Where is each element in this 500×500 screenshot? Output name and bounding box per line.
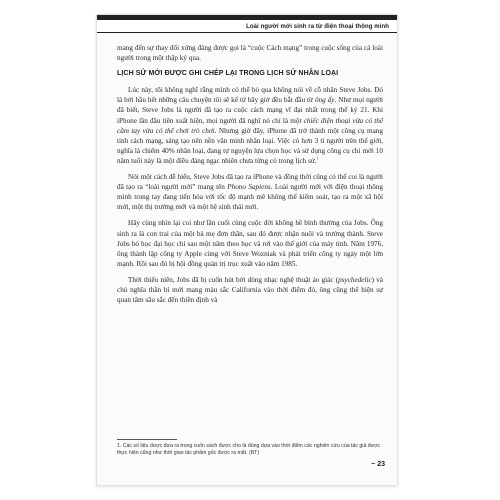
section-heading: LỊCH SỬ MỚI ĐƯỢC GHI CHÉP LẠI TRONG LỊCH SỬ NHÂN LOẠI bbox=[117, 70, 339, 78]
page-number: ~ 23 bbox=[371, 461, 385, 468]
footnote: 1. Các số liệu được đưa ra trong cuốn sách được cho là đúng dựa vào thời điểm các nghiên cứu của tác giả được thực hiện cũng như thời gian tác phẩm gốc được ra mắt. (BT) bbox=[117, 443, 381, 457]
paragraph-1-italic-b: chiếc điện thoại vừa có thể cầm tay vừa có thể chơi trò chơi bbox=[117, 116, 383, 135]
paragraph-continued: mang đến sự thay đổi xứng đáng được gọi là “cuộc Cách mạng” trong cuộc sống của cả loài người trong một thập kỷ qua. bbox=[117, 44, 383, 63]
paragraph-2-italic: Phono Sapiens bbox=[227, 183, 271, 192]
footnote-marker: 1 bbox=[316, 155, 319, 161]
paragraph-2-text-b: . Loài người mới với điện thoại thông minh trong tay đang tiến hóa với tốc độ mạnh mẽ không thể kiểm soát, tạo ra một xã hội mới, một thị trường mới và một hệ sinh thái mới. bbox=[117, 183, 384, 212]
paragraph-1-italic-a: ông ấy bbox=[314, 96, 335, 105]
paragraph-1 bbox=[117, 85, 383, 166]
paragraph-1-text-c: . Nhưng giờ đây, iPhone đã trở thành một công cụ mang tính cách mạng, sáng tạo nên nền văn minh nhân loại. Việc có hơn 3 tỉ người trên thế giới, nghĩa là chiếm 40% nhân loại, đang tự nguyện lựa chọn học và sử dụng công cụ chỉ mới 10 năm tuổi này là một điều đáng ngạc nhiên chưa từng có trong lịch sử. bbox=[117, 126, 383, 165]
paragraph-4-text-a: Thời thiếu niên, Jobs đã bị cuốn hút bởi dòng nhạc nghệ thuật ảo giác ( bbox=[128, 275, 339, 284]
page-body bbox=[117, 43, 383, 311]
footnote-divider bbox=[117, 439, 177, 440]
paragraph-1-text-b: . Như mọi người đã biết, Steve Jobs là người đã tạo ra cuộc cách mạng vĩ đại nhất trong thế kỷ 21. Khi iPhone lần đầu tiên xuất hiện, mọi người đã nghĩ nó chỉ là một bbox=[117, 96, 383, 125]
book-page bbox=[96, 14, 398, 486]
running-header-title: Loài người mới sinh ra từ điện thoại thông minh bbox=[246, 24, 389, 30]
running-header-bar bbox=[97, 15, 397, 33]
paragraph-4-text-b: ) và chủ nghĩa thần bí mới mang màu sắc California vào thời điểm đó, ông cũng thể hiện sự quan tâm sâu sắc đến thiền định và bbox=[117, 275, 383, 305]
paragraph-1-text-a: Lúc này, tôi không nghĩ rằng mình có thể bỏ qua không nói về cỗ nhân Steve Jobs. Đó là bởi hầu hết những câu chuyện tôi sẽ kể từ bây giờ đều bắt đầu từ bbox=[117, 86, 383, 105]
paragraph-3: Hãy cùng nhìn lại coi như lần cuối cùng cuộc đời không hề bình thường của Jobs. Ông sinh ra là con trai của một bà mẹ đơn thân, sau đó được nhận nuôi và trưởng thành. Steve Jobs bỏ học đại học chỉ sau một năm theo học và rơi vào thế giới của máy tính. Năm 1976, ông thành lập công ty Apple cùng với Steve Wozniak và phát triển công ty ngày một lớn mạnh. Rồi sau đó bị hội đồng quản trị trục xuất vào năm 1985. bbox=[117, 219, 383, 268]
paragraph-2-text-a: Nói một cách dễ hiểu, Steve Jobs đã tạo ra iPhone và đồng thời cũng có thể coi là người đã tạo ra “loài người mới” mang tên bbox=[117, 173, 383, 192]
paragraph-4 bbox=[117, 275, 383, 305]
paragraph-4-italic: psychedelic bbox=[338, 275, 372, 284]
paragraph-2 bbox=[117, 172, 383, 212]
